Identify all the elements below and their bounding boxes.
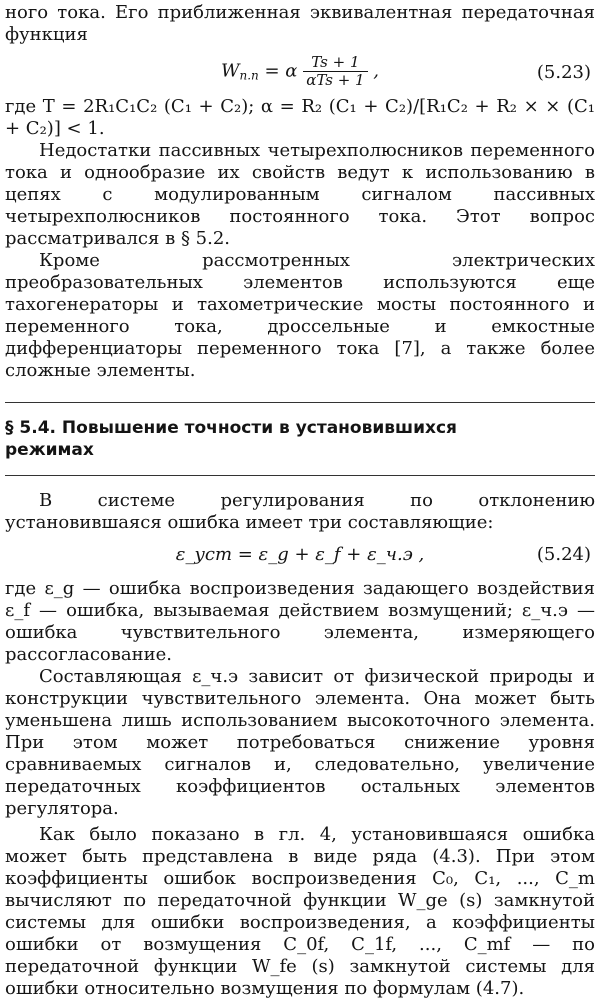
section-rule-top bbox=[5, 402, 595, 403]
fraction-numerator: Ts + 1 bbox=[303, 54, 367, 72]
paragraph-where: где T = 2R₁C₁C₂ (C₁ + C₂); α = R₂ (C₁ + C₂)/[R₁C₂ + R₂ × × (C₁ + C₂)] < 1. bbox=[5, 96, 595, 139]
paragraph-continuation: ного тока. Его приближенная эквивалентная передаточная функция bbox=[5, 2, 595, 45]
equation-5-24 bbox=[5, 534, 595, 578]
fraction-denominator: αTs + 1 bbox=[306, 71, 365, 89]
paragraph-passive-quadrupoles: Недостатки пассивных четырехполюсников переменного тока и однообразие их свойств ведут к использованию в цепях с модулированным сигналом пассивных четырехполюсников постоянного тока. Этот вопрос рассматривался в § 5.2. bbox=[5, 140, 595, 249]
paragraph-other-elements: Кроме рассмотренных электрических преобразовательных элементов используются еще тахогенераторы и тахометрические мосты постоянного и переменного тока, дроссельные и емкостные дифференциаторы переменного тока [7], а также более сложные элементы. bbox=[5, 250, 595, 381]
equation-5-23 bbox=[5, 46, 595, 96]
section-title: § 5.4. Повышение точности в установившихся режимах bbox=[5, 418, 457, 460]
paragraph-error-definitions: где ε_g — ошибка воспроизведения задающего воздействия ε_f — ошибка, вызываемая действием возмущений; ε_ч.э — ошибка чувствительного элемента, измеряющего рассогласование. bbox=[5, 578, 595, 665]
equation-5-23-fraction bbox=[303, 54, 367, 89]
paragraph-error-components: В системе регулирования по отклонению установившаяся ошибка имеет три составляющие: bbox=[5, 490, 595, 533]
equation-5-24-body: ε_уст = ε_g + ε_f + ε_ч.э , bbox=[175, 544, 425, 565]
paragraph-sensing-element: Составляющая ε_ч.э зависит от физической природы и конструкции чувствительного элемента. Она может быть уменьшена лишь использованием высокоточного элемента. При этом может потребоваться снижение уровня сравниваемых сигналов и, следовательно, увеличение передаточных коэффициентов остальных элементов регулятора. bbox=[5, 666, 595, 819]
section-rule-bottom bbox=[5, 475, 595, 476]
paragraph-error-series: Как было показано в гл. 4, установившаяся ошибка может быть представлена в виде ряда (4.3). При этом коэффициенты ошибок воспроизведения C₀, C₁, ..., C_m вычисляют по передаточной функции W_ge (s) замкнутой системы для ошибки воспроизведения, а коэффициенты ошибки от возмущения C_0f, C_1f, ..., C_mf — по передаточной функции W_fe (s) замкнутой системы для ошибки относительно возмущения по формулам (4.7). bbox=[5, 824, 595, 999]
equation-number-5-23: (5.23) bbox=[536, 62, 591, 83]
equation-5-23-body: $W_{п.п} = \alpha$ $\frac{Ts + 1}{\text{αTs + 1}}$ , bbox=[220, 53, 380, 89]
equation-number-5-24: (5.24) bbox=[536, 544, 591, 565]
document-page bbox=[5, 0, 595, 1000]
